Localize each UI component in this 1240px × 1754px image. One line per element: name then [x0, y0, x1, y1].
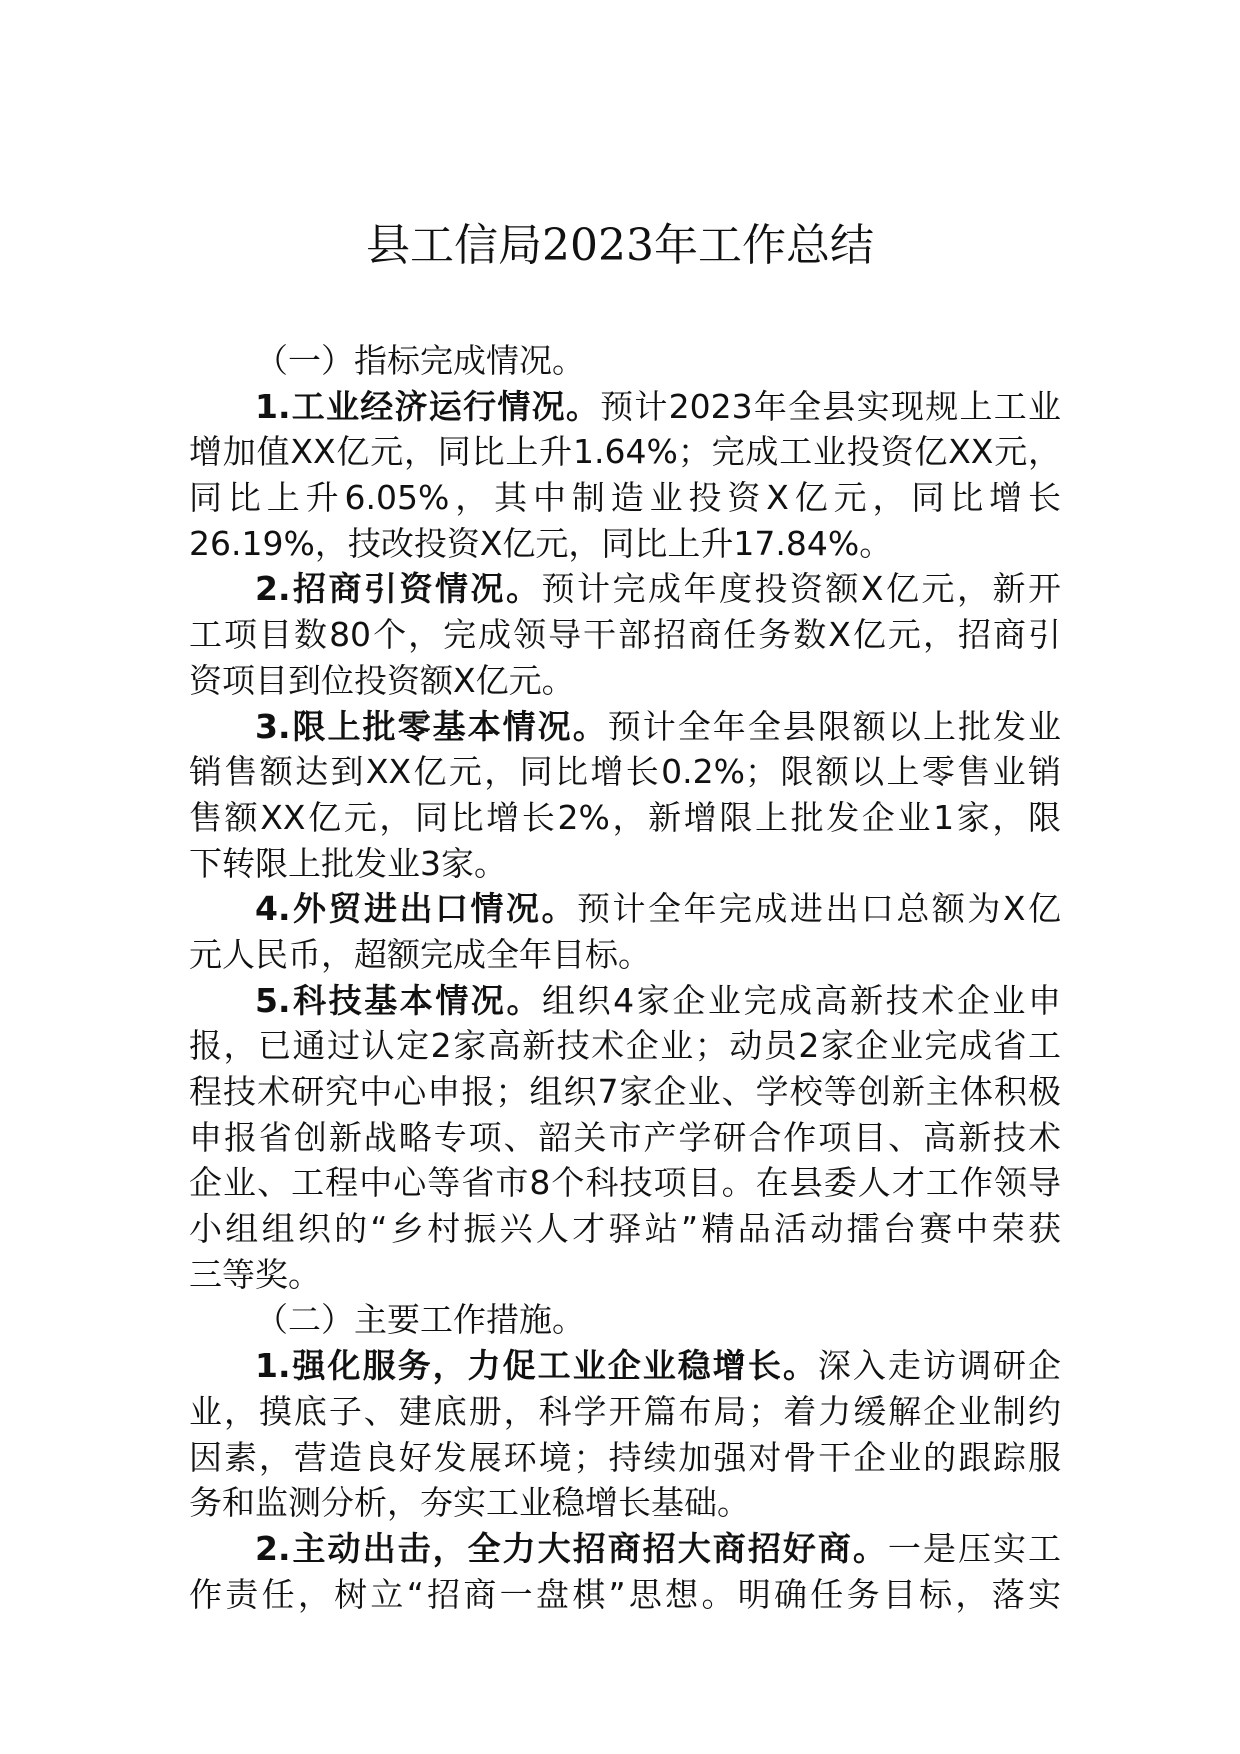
text-line: 工项目数80个，完成领导干部招商任务数X亿元，招商引: [189, 615, 1061, 655]
paragraph-first-line: [189, 566, 1061, 612]
text-line: 因素，营造良好发展环境；持续加强对骨干企业的跟踪服: [189, 1437, 1061, 1477]
paragraph-first-line: [189, 978, 1061, 1024]
text-line: 作责任，树立“招商一盘棋”思想。明确任务目标，落实: [189, 1574, 1061, 1614]
text-line: 资项目到位投资额X亿元。: [189, 660, 575, 700]
text-line: 程技术研究中心申报；组织7家企业、学校等创新主体积极: [189, 1072, 1061, 1111]
paragraph-lead: 2.主动出击，全力大招商招大商招好商。: [255, 1528, 888, 1568]
paragraph-first-line: [189, 1343, 1061, 1389]
text-run: 预计完成年度投资额X亿元，新开: [541, 569, 1062, 609]
text-run: 一是压实工: [887, 1528, 1062, 1568]
paragraph-first-line: [189, 384, 1061, 430]
text-line: 26.19%，技改投资X亿元，同比上升17.84%。: [189, 523, 893, 563]
section-heading: （一）指标完成情况。: [255, 341, 585, 380]
text-run: 组织4家企业完成高新技术企业申: [542, 980, 1061, 1020]
paragraph-first-line: [189, 1526, 1061, 1572]
text-line: 业，摸底子、建底册，科学开篇布局；着力缓解企业制约: [189, 1391, 1061, 1431]
section-heading: （二）主要工作措施。: [255, 1300, 585, 1340]
text-line: 小组组织的“乡村振兴人才驿站”精品活动擂台赛中荣获: [189, 1209, 1061, 1249]
text-line: 务和监测分析，夯实工业稳增长基础。: [189, 1483, 750, 1523]
text-line: 同比上升6.05%，其中制造业投资X亿元，同比增长: [189, 478, 1061, 518]
paragraph-lead: 1.强化服务，力促工业企业稳增长。: [255, 1346, 818, 1386]
text-run: 深入走访调研企: [817, 1346, 1062, 1386]
paragraph-lead: 3.限上批零基本情况。: [255, 706, 608, 746]
paragraph-lead: 2.招商引资情况。: [255, 569, 542, 609]
text-run: 预计2023年全县实现规上工业: [600, 386, 1061, 426]
text-line: 元人民币，超额完成全年目标。: [189, 934, 651, 974]
paragraph-first-line: [189, 886, 1061, 932]
paragraph-first-line: [189, 704, 1061, 750]
text-line: 三等奖。: [189, 1254, 321, 1294]
text-line: 报，已通过认定2家高新技术企业；动员2家企业完成省工: [189, 1026, 1061, 1066]
paragraph-lead: 4.外贸进出口情况。: [255, 889, 577, 929]
text-line: 申报省创新战略专项、韶关市产学研合作项目、高新技术: [189, 1117, 1061, 1157]
text-line: 企业、工程中心等省市8个科技项目。在县委人才工作领导: [189, 1163, 1061, 1203]
document-title: 县工信局2023年工作总结: [366, 220, 874, 271]
text-line: 销售额达到XX亿元，同比增长0.2%；限额以上零售业销: [189, 752, 1061, 792]
text-run: 预计全年完成进出口总额为X亿: [576, 889, 1061, 929]
text-line: 增加值XX亿元，同比上升1.64%；完成工业投资亿XX元，: [189, 432, 1061, 472]
text-line: 下转限上批发业3家。: [189, 843, 507, 883]
text-run: 预计全年全县限额以上批发业: [607, 706, 1062, 746]
document-body: [189, 338, 1061, 1617]
text-line: 售额XX亿元，同比增长2%，新增限上批发企业1家，限: [189, 797, 1061, 837]
paragraph-lead: 5.科技基本情况。: [255, 980, 543, 1020]
paragraph-lead: 1.工业经济运行情况。: [255, 386, 601, 426]
